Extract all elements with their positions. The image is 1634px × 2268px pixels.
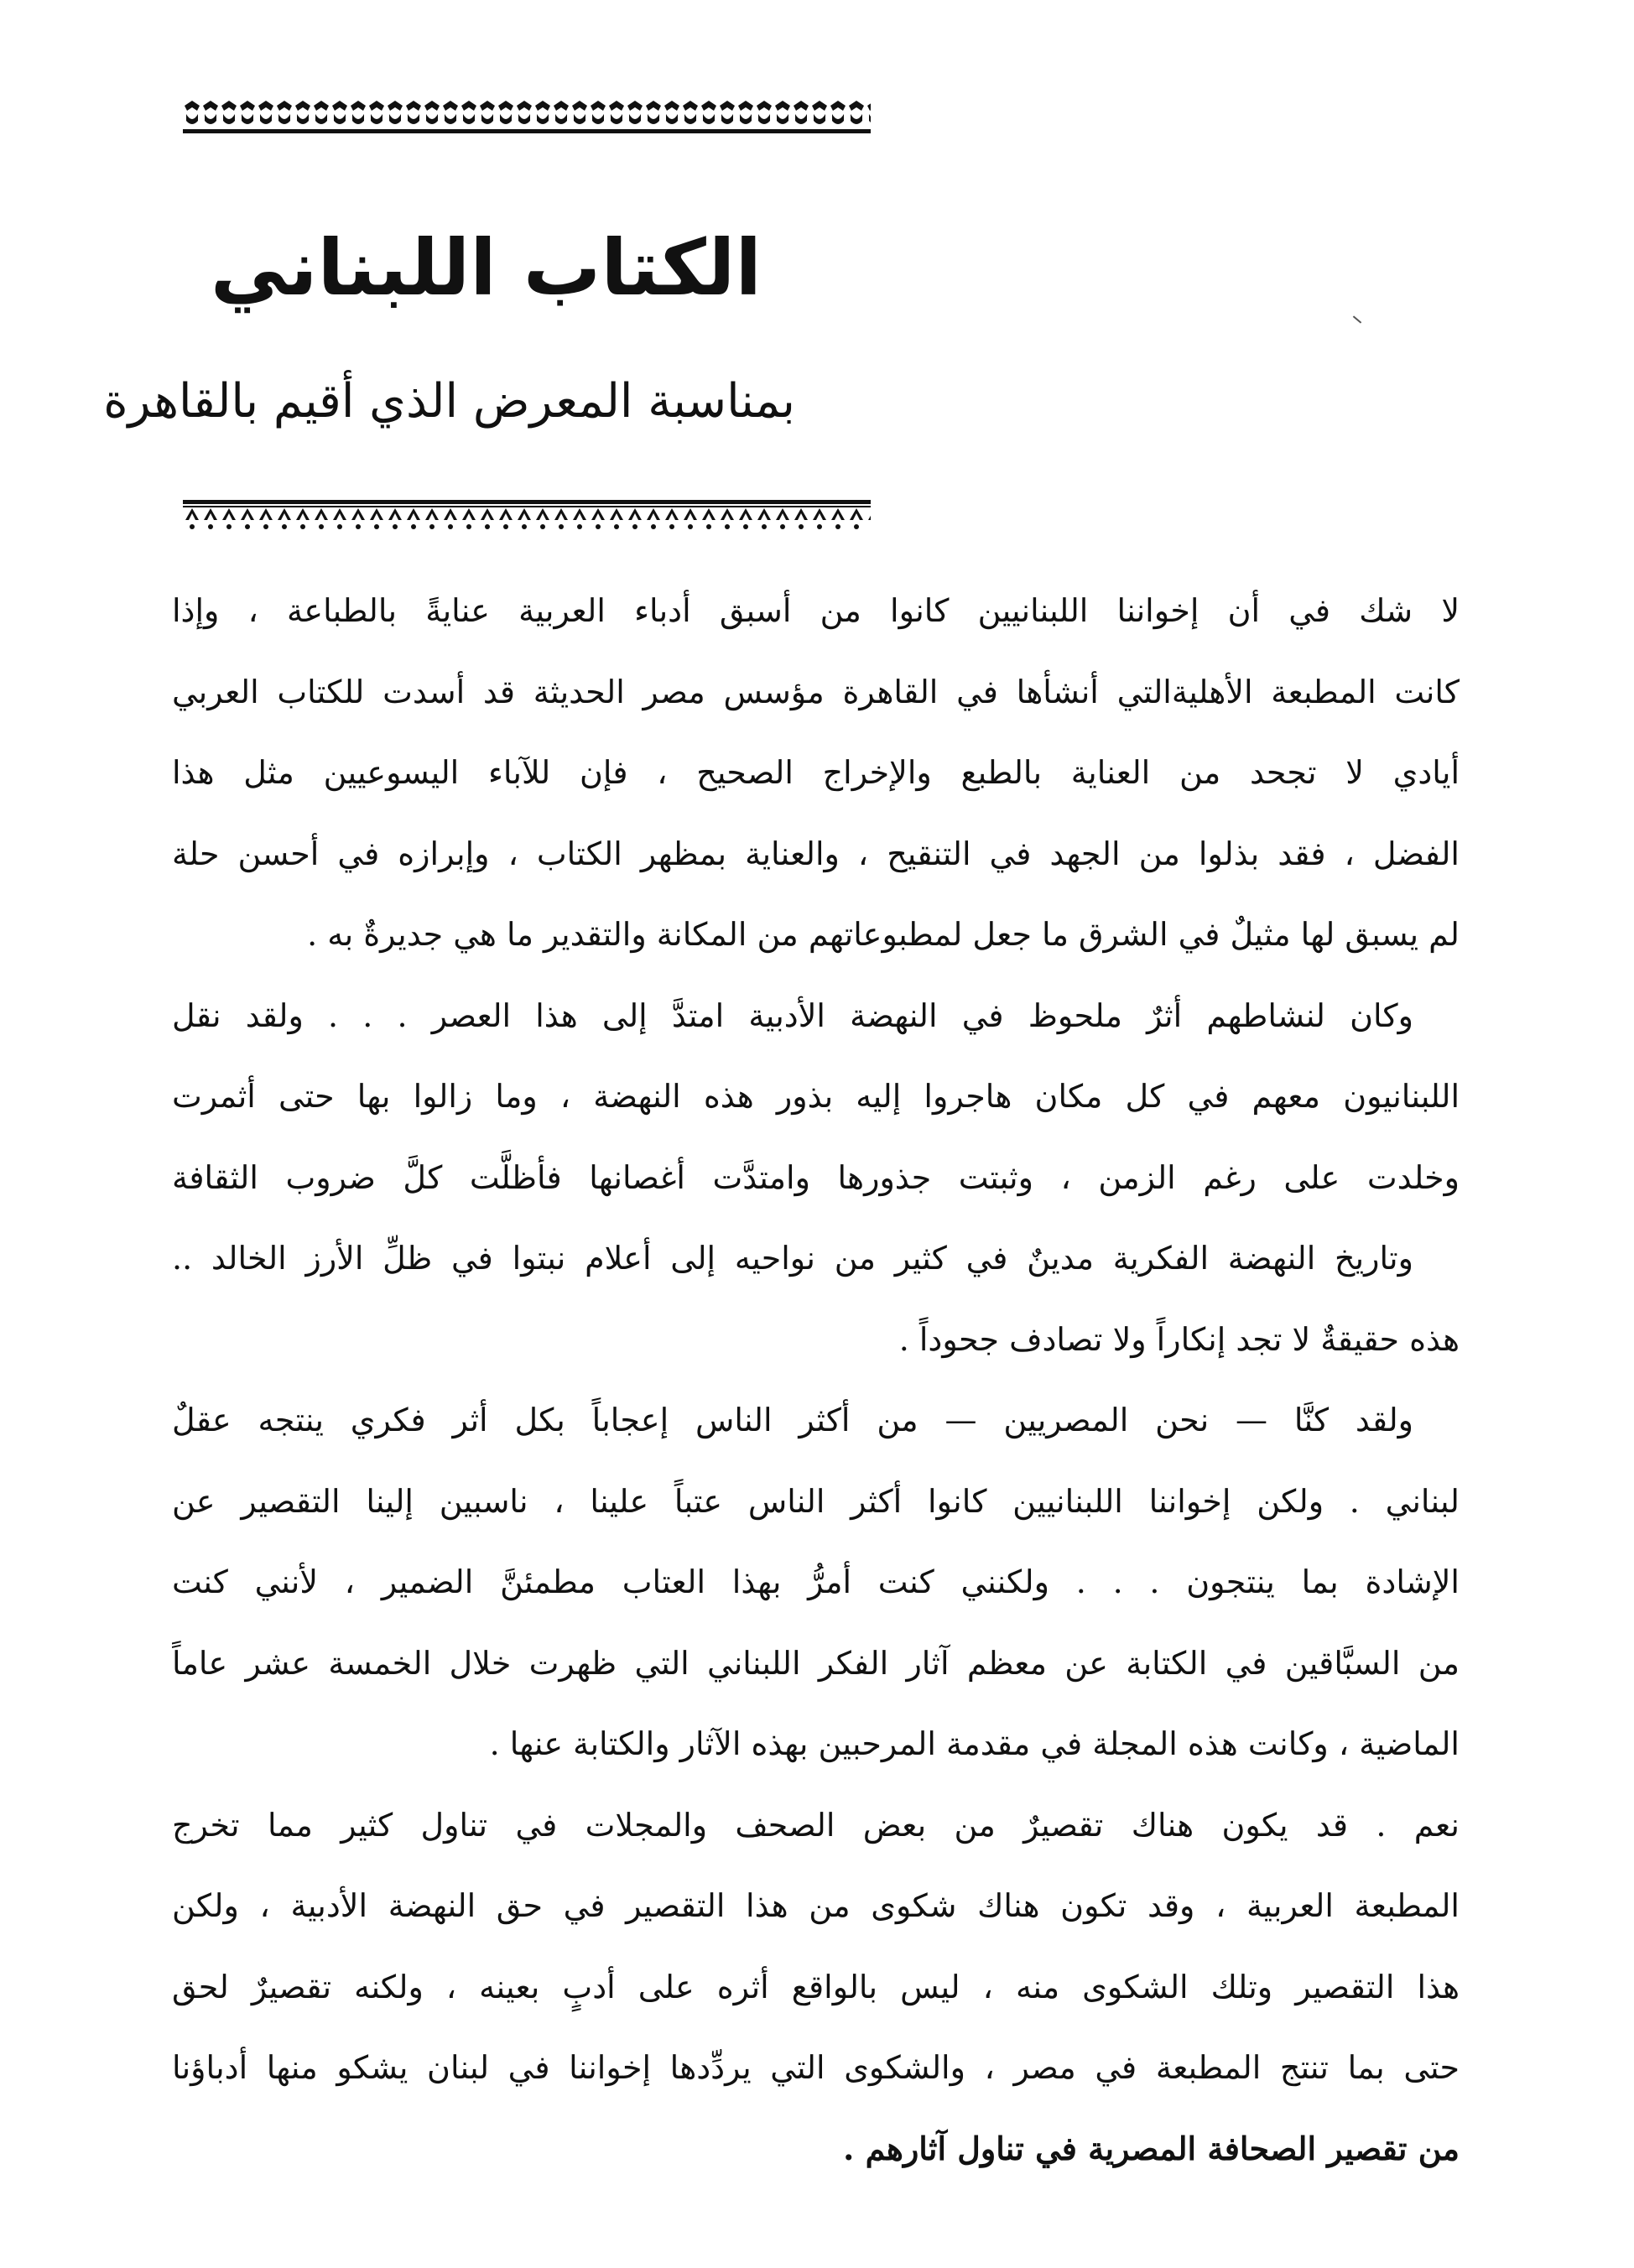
text-line: وخلدت على رغم الزمن ، وثبتت جذورها وامتدَّت أغصانها فأظلَّت كلَّ ضروب الثقافة (172, 1158, 1460, 1196)
text-line: هذا التقصير وتلك الشكوى منه ، ليس بالواقع أثره على أدبٍ بعينه ، ولكنه تقصيرٌ لحق (172, 1968, 1460, 2005)
text-line: وكان لنشاطهم أثرٌ ملحوظ في النهضة الأدبية امتدَّ إلى هذا العصر . . . ولقد نقل (172, 996, 1413, 1034)
text-line: لم يسبق لها مثيلٌ في الشرق ما جعل لمطبوعاتهم من المكانة والتقدير ما هي جديرةٌ به . (307, 916, 1460, 953)
text-line: الماضية ، وكانت هذه المجلة في مقدمة المرحبين بهذه الآثار والكتابة عنها . (489, 1725, 1460, 1762)
text-line: حتى بما تنتج المطبعة في مصر ، والشكوى التي يردِّدها إخواننا في لبنان يشكو منها أدباؤنا (172, 2049, 1460, 2086)
stray-mark (1353, 315, 1361, 323)
text-line: أيادي لا تجحد من العناية بالطبع والإخراج الصحيح ، فإن للآباء اليسوعيين مثل هذا (172, 754, 1460, 791)
text-line: الفضل ، فقد بذلوا من الجهد في التنقيح ، والعناية بمظهر الكتاب ، وإبرازه في أحسن حلة (172, 835, 1460, 872)
text-line: كانت المطبعة الأهليةالتي أنشأها في القاهرة مؤسس مصر الحديثة قد أسدت للكتاب العربي (172, 673, 1460, 710)
top-ornament-border (183, 99, 871, 138)
article-title: الكتاب اللبناني (210, 223, 762, 313)
ornament-graphic (183, 99, 871, 138)
article-subtitle: بمناسبة المعرض الذي أقيم بالقاهرة (103, 374, 795, 429)
text-line: نعم . قد يكون هناك تقصيرٌ من بعض الصحف والمجلات في تناول كثير مما تخرج (172, 1806, 1460, 1844)
article-body (172, 570, 1460, 2189)
text-line: وتاريخ النهضة الفكرية مدينٌ في كثير من نواحيه إلى أعلام نبتوا في ظلِّ الأرز الخالد .. (172, 1240, 1413, 1277)
text-line: من السبَّاقين في الكتابة عن معظم آثار الفكر اللبناني التي ظهرت خلال الخمسة عشر عاماً (172, 1644, 1460, 1682)
text-line: لبناني . ولكن إخواننا اللبنانيين كانوا أكثر الناس عتباً علينا ، ناسبين إلينا التقصير عن (172, 1482, 1460, 1520)
text-line: اللبنانيون معهم في كل مكان هاجروا إليه بذور هذه النهضة ، وما زالوا بها حتى أثمرت (172, 1078, 1460, 1115)
middle-ornament-border (183, 500, 871, 538)
text-line: الإشادة بما ينتجون . . . ولكنني كنت أمرُّ بهذا العتاب مطمئنَّ الضمير ، لأنني كنت (172, 1563, 1460, 1600)
text-line: ولقد كنَّا — نحن المصريين — من أكثر الناس إعجاباً بكل أثر فكري ينتجه عقلٌ (172, 1402, 1413, 1438)
ornament-graphic (183, 500, 871, 538)
text-line: من تقصير الصحافة المصرية في تناول آثارهم . (843, 2129, 1460, 2167)
text-line: هذه حقيقةٌ لا تجد إنكاراً ولا تصادف جحوداً . (898, 1320, 1460, 1358)
text-line: المطبعة العربية ، وقد تكون هناك شكوى من هذا التقصير في حق النهضة الأدبية ، ولكن (172, 1887, 1460, 1924)
text-line: لا شك في أن إخواننا اللبنانيين كانوا من أسبق أدباء العربية عنايةً بالطباعة ، وإذا (172, 592, 1460, 629)
